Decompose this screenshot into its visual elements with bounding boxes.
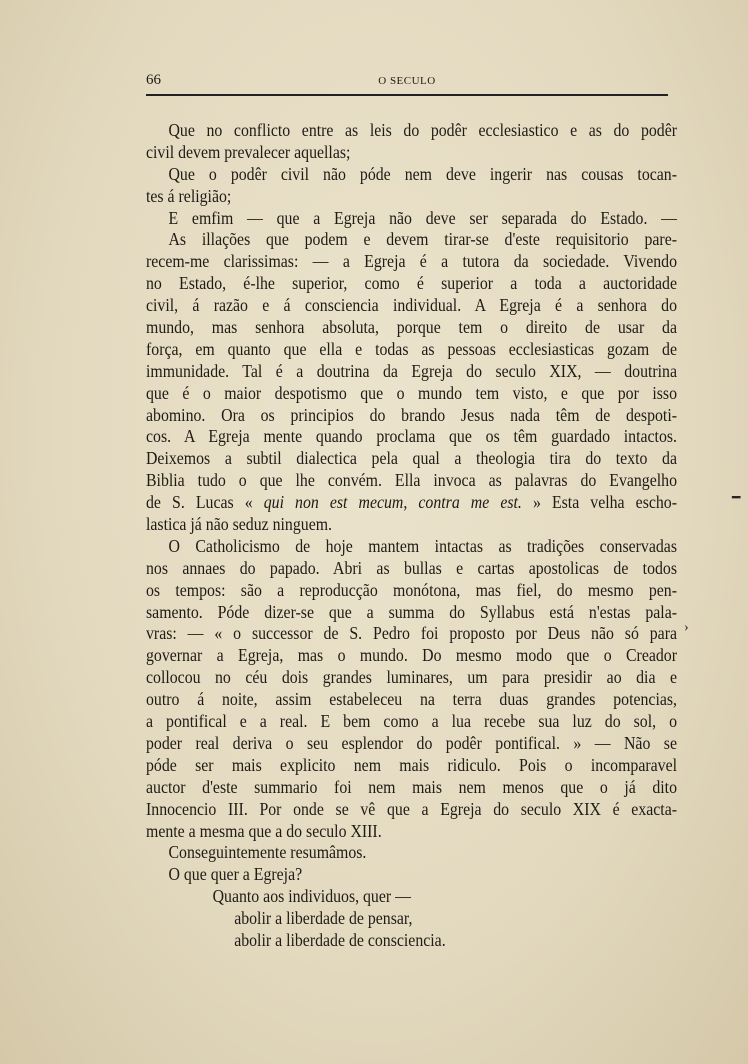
text-line: a pontifical e a real. E bem como a lua recebe sua luz do sol, o [146, 711, 677, 732]
text-line: mente a mesma que a do seculo XIII. [146, 820, 382, 841]
running-title: O SECULO [378, 75, 436, 87]
text-line: abolir a liberdade de consciencia. [234, 929, 446, 950]
margin-mark: ━ [732, 491, 741, 506]
text-line: força, em quanto que ella e todas as pessoas ecclesiasticas gozam de [146, 338, 677, 359]
text-line: Deixemos a subtil dialectica pela qual a theologia tira do texto da [146, 448, 677, 469]
text-line: As illações que podem e devem tirar-se d'este requisitorio pare- [168, 229, 677, 250]
text-line: abomino. Ora os principios do brando Jesus nada têm de despoti- [146, 404, 677, 425]
text-line: Que no conflicto entre as leis do podêr ecclesiastico e as do podêr [168, 120, 677, 140]
text-line: de S. Lucas « qui non est mecum, contra me est. » Esta velha escho- [146, 492, 677, 513]
text-line: poder real deriva o seu esplendor do podêr pontifical. » — Não se [146, 732, 677, 753]
text-line: Conseguintemente resumâmos. [168, 842, 367, 863]
text-line: auctor d'este summario foi nem mais nem menos que o já dito [146, 776, 677, 797]
text-line: outro á noite, assim estabeleceu na terra duas grandes potencias, [146, 689, 677, 710]
text-line: lastica já não seduz ninguem. [146, 514, 333, 535]
text-line: E emfim — que a Egreja não deve ser separada do Estado. — [168, 207, 677, 228]
text-line: no Estado, é-lhe superior, como é superior a toda a auctoridade [146, 273, 677, 294]
text-line: mundo, mas senhora absoluta, porque tem o direito de usar da [146, 317, 677, 338]
text-line: recem-me clarissimas: — a Egreja é a tutora da sociedade. Vivendo [146, 251, 677, 272]
text-line: civil devem prevalecer aquellas; [146, 141, 351, 162]
page-header [146, 72, 668, 96]
text-line: que é o maior despotismo que o mundo tem visto, e que por isso [146, 382, 677, 403]
text-line: O que quer a Egreja? [168, 864, 303, 885]
text-line: cos. A Egreja mente quando proclama que os têm guardado intactos. [146, 426, 677, 447]
text-line: immunidade. Tal é a doutrina da Egreja do seculo XIX, — doutrina [146, 360, 677, 381]
text-line: samento. Póde dizer-se que a summa do Syllabus está n'estas pala- [146, 601, 677, 622]
text-line: Que o podêr civil não póde nem deve ingerir nas cousas tocan- [168, 163, 677, 184]
text-line: Quanto aos individuos, quer — [212, 886, 411, 907]
text-line: vras: — « o successor de S. Pedro foi proposto por Deus não só para [146, 623, 677, 644]
text-line: civil, á razão e á consciencia individual. A Egreja é a senhora do [146, 295, 677, 316]
text-line: abolir a liberdade de pensar, [234, 908, 413, 929]
text-line: collocou no céu dois grandes luminares, um para presidir ao dia e [146, 667, 677, 688]
text-line: póde ser mais explicito nem mais ridiculo. Pois o incomparavel [146, 754, 677, 775]
page-body [146, 120, 677, 952]
text-line: O Catholicismo de hoje mantem intactas as tradições conservadas [168, 535, 677, 556]
text-line: nos annaes do papado. Abri as bullas e cartas apostolicas de todos [146, 557, 677, 578]
text-line: Biblia tudo o que lhe convém. Ella invoca as palavras do Evangelho [146, 470, 677, 491]
text-line: Innocencio III. Por onde se vê que a Egreja do seculo XIX é exacta- [146, 798, 677, 819]
margin-mark: › [684, 620, 689, 635]
text-line: os tempos: são a reproducção monótona, mas fiel, do mesmo pen- [146, 579, 677, 600]
text-line: tes á religião; [146, 185, 232, 206]
text-line: governar a Egreja, mas o mundo. Do mesmo modo que o Creador [146, 645, 677, 666]
page-number: 66 [146, 72, 161, 88]
